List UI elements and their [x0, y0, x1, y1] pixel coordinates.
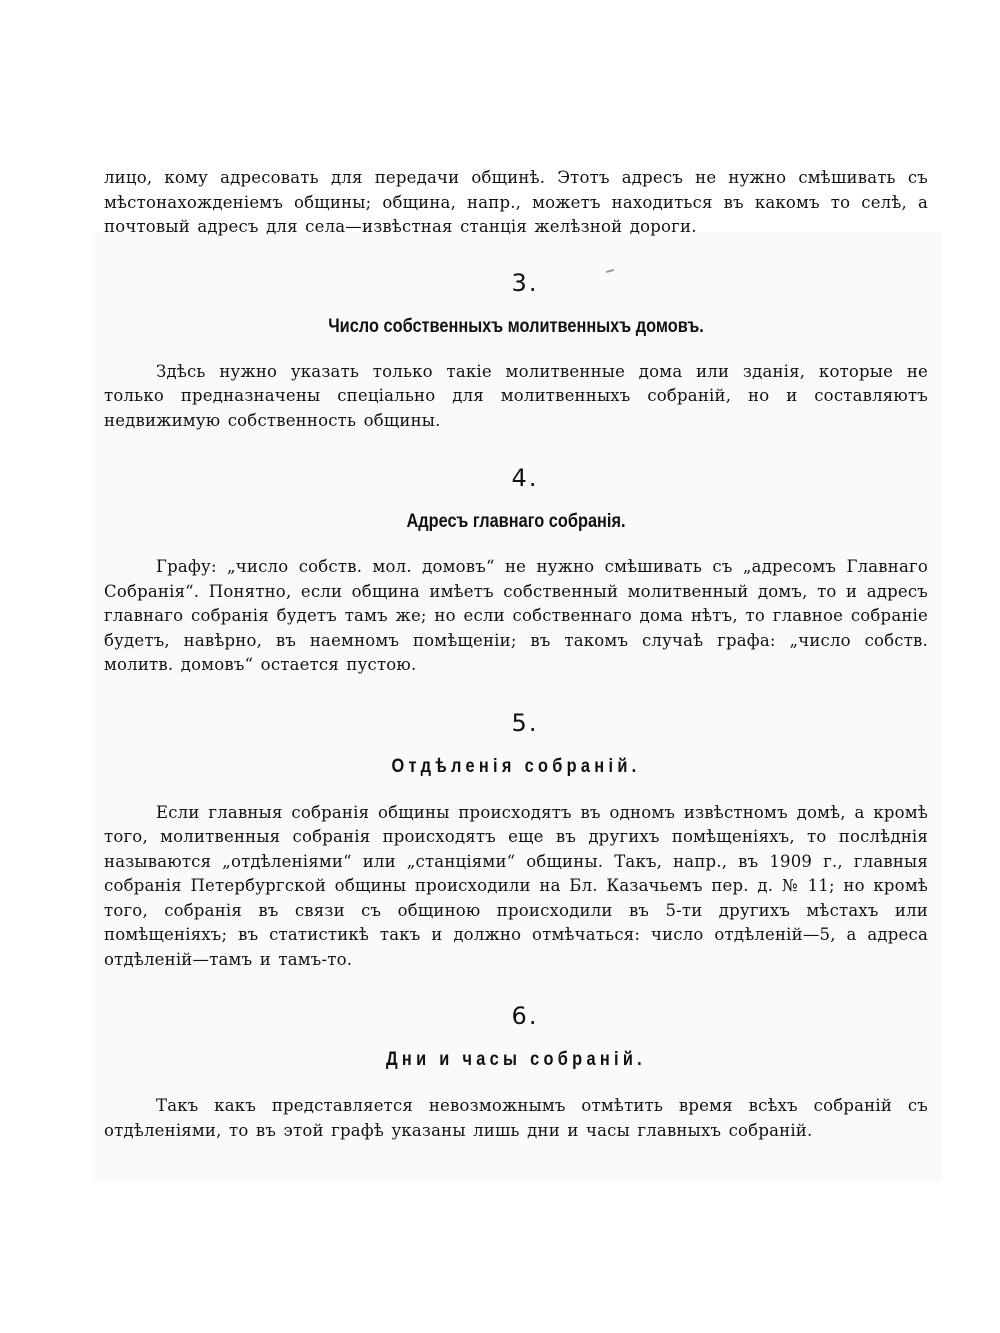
section-6 — [104, 1002, 928, 1143]
section-paragraph: Такъ какъ представляется невозможнымъ отмѣтить время всѣхъ собраній съ отдѣленіями, то въ этой графѣ указаны лишь дни и часы главныхъ собраній. — [104, 1096, 928, 1140]
intro-paragraph: лицо, кому адресовать для передачи общинѣ. Этотъ адресъ не нужно смѣшивать съ мѣстонахожденіемъ общины; община, напр., можетъ находиться въ какомъ то селѣ, а почтовый адресъ для села—извѣстная станція желѣзной дороги. — [104, 168, 928, 236]
section-5 — [104, 709, 928, 973]
section-paragraph: Графу: „число собств. мол. домовъ“ не нужно смѣшивать съ „адресомъ Главнаго Собранія“. Понятно, если община имѣетъ собственный молитвенный домъ, то и адресъ главнаго собранія будетъ тамъ же; но если собственнаго дома нѣтъ, то главное собраніе будетъ, навѣрно, въ наемномъ помѣщеніи; въ такомъ случаѣ графа: „число собств. молитв. домовъ“ остается пустою. — [104, 557, 928, 674]
section-paragraph: Если главныя собранія общины происходятъ въ одномъ извѣстномъ домѣ, а кромѣ того, молитвенныя собранія происходятъ еще въ другихъ помѣщеніяхъ, то послѣднія называются „отдѣленіями“ или „станціями“ общины. Такъ, напр., въ 1909 г., главныя собранія Петербургской общины происходили на Бл. Казачьемъ пер. д. № 11; но кромѣ того, собранія въ связи съ общиною происходили въ 5-ти другихъ мѣстахъ или помѣщеніяхъ; въ статистикѣ такъ и должно отмѣчаться: число отдѣленій—5, а адреса отдѣленій—тамъ и тамъ-то. — [104, 802, 928, 969]
section-number: 5. — [511, 708, 539, 737]
section-paragraph: Здѣсь нужно указать только такіе молитвенные дома или зданія, которые не только предназначены спеціально для молитвенныхъ собраній, но и составляютъ недвижимую собственность общины. — [104, 361, 928, 430]
section-4 — [104, 464, 928, 678]
section-title: Адресъ главнаго собранія. — [406, 511, 626, 532]
section-number: 6. — [511, 1002, 539, 1030]
section-3 — [104, 269, 928, 434]
section-title: Отдѣленія собраній. — [391, 755, 641, 777]
section-title: Число собственныхъ молитвенныхъ домовъ. — [328, 315, 704, 337]
section-number: 4. — [511, 464, 539, 492]
section-number: 3. — [511, 268, 539, 297]
section-title: Дни и часы собраній. — [385, 1049, 647, 1070]
page-content — [104, 166, 928, 1143]
